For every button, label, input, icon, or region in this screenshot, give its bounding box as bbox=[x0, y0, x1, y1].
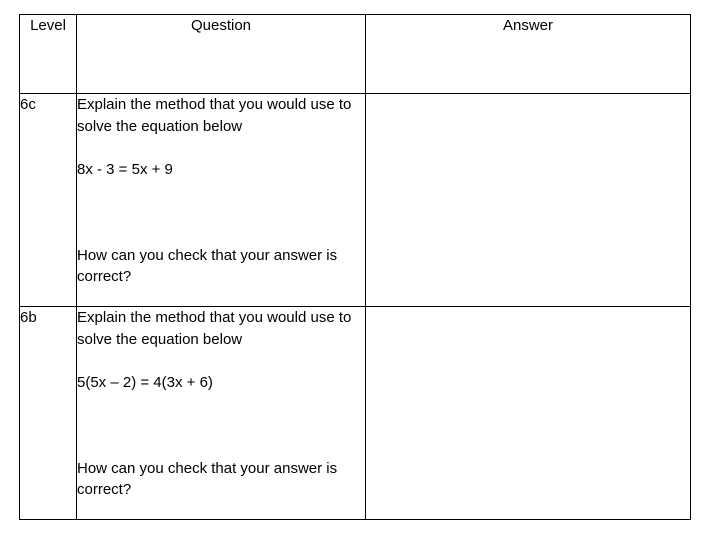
method-prompt: Explain the method that you would use to solve the equation below bbox=[77, 96, 352, 135]
check-prompt: How can you check that your answer is correct? bbox=[77, 246, 338, 285]
answer-cell[interactable] bbox=[366, 307, 691, 520]
answer-cell[interactable] bbox=[366, 94, 691, 307]
answer-header: Answer bbox=[366, 15, 691, 94]
equation: 8x - 3 = 5x + 9 bbox=[77, 161, 173, 178]
level-header: Level bbox=[20, 15, 77, 94]
question-row-6b bbox=[20, 307, 691, 520]
header-row bbox=[20, 15, 691, 94]
check-prompt: How can you check that your answer is correct? bbox=[77, 459, 338, 498]
question-header: Question bbox=[77, 15, 366, 94]
method-prompt: Explain the method that you would use to solve the equation below bbox=[77, 309, 352, 348]
worksheet-table bbox=[19, 14, 691, 520]
question-cell bbox=[77, 307, 366, 520]
question-cell bbox=[77, 94, 366, 307]
equation: 5(5x – 2) = 4(3x + 6) bbox=[77, 374, 213, 391]
level-cell: 6c bbox=[20, 94, 77, 307]
question-row-6c bbox=[20, 94, 691, 307]
level-cell: 6b bbox=[20, 307, 77, 520]
